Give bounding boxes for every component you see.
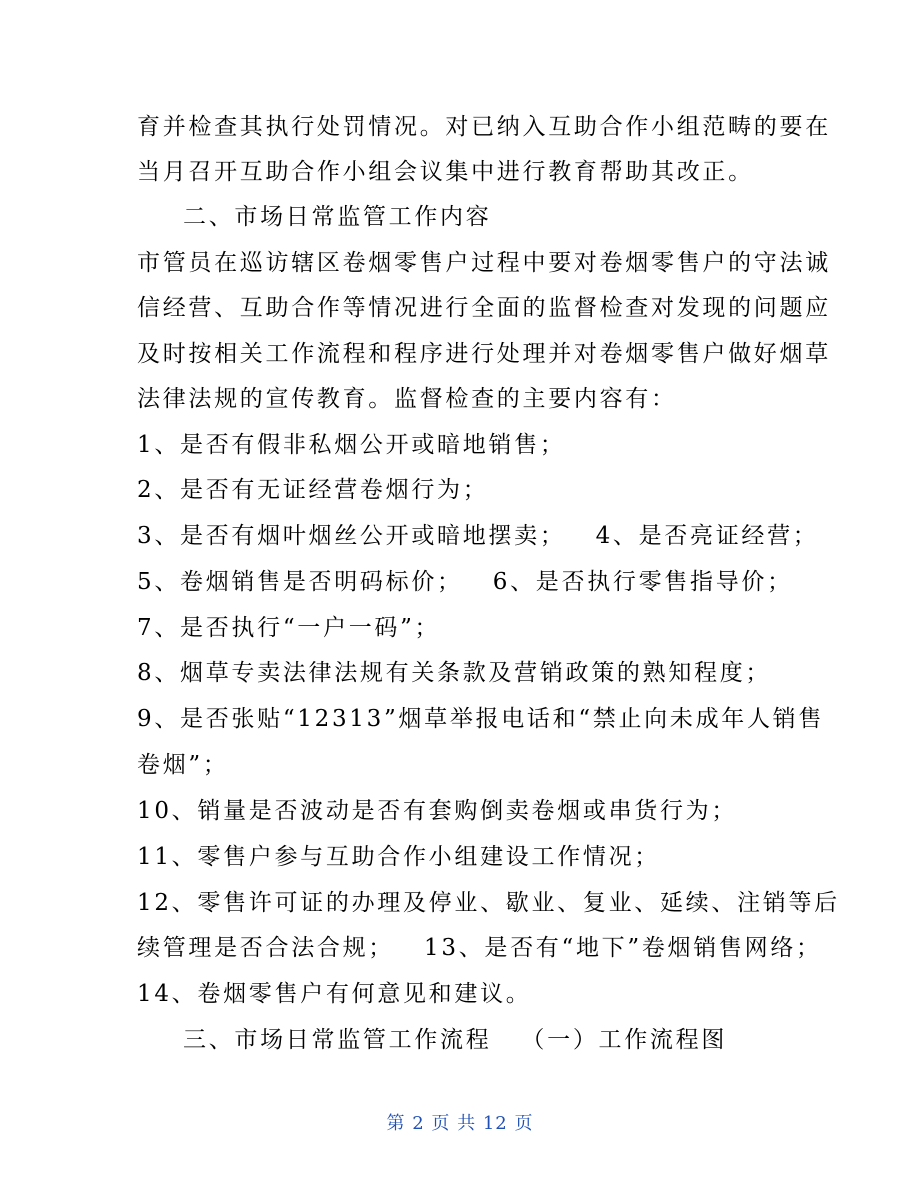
paragraph-line-5: 信经营、互助合作等情况进行全面的监督检查对发现的问题应 <box>137 295 831 321</box>
list-item-9: 9、是否张贴“12313”烟草举报电话和“禁止向未成年人销售 <box>137 706 825 732</box>
list-item-9-continued: 卷烟”； <box>137 752 229 778</box>
list-item-1: 1、是否有假非私烟公开或暗地销售； <box>137 432 566 458</box>
paragraph-line-6: 及时按相关工作流程和程序进行处理并对卷烟零售户做好烟草 <box>137 341 831 367</box>
list-item-8: 8、烟草专卖法律法规有关条款及营销政策的熟知程度； <box>137 660 772 686</box>
section-heading-2: 二、市场日常监管工作内容 <box>183 204 492 230</box>
paragraph-line-4: 市管员在巡访辖区卷烟零售户过程中要对卷烟零售户的守法诚 <box>137 250 831 276</box>
paragraph-line-7: 法律法规的宣传教育。监督检查的主要内容有： <box>137 386 677 412</box>
list-item-3-4: 3、是否有烟叶烟丝公开或暗地摆卖； 4、是否亮证经营； <box>137 523 819 549</box>
paragraph-line-1: 育并检查其执行处罚情况。对已纳入互助合作小组范畴的要在 <box>137 114 831 140</box>
list-item-12: 12、零售许可证的办理及停业、歇业、复业、延续、注销等后 <box>137 890 840 916</box>
list-item-14: 14、卷烟零售户有何意见和建议。 <box>137 981 532 1007</box>
section-heading-3: 三、市场日常监管工作流程 （一）工作流程图 <box>183 1027 728 1053</box>
list-item-7: 7、是否执行“一户一码”； <box>137 615 441 641</box>
paragraph-line-2: 当月召开互助合作小组会议集中进行教育帮助其改正。 <box>137 159 754 185</box>
list-item-5-6: 5、卷烟销售是否明码标价； 6、是否执行零售指导价； <box>137 569 793 595</box>
page-number-footer: 第 2 页 共 12 页 <box>386 1113 534 1134</box>
list-item-12-continued-13: 续管理是否合法合规； 13、是否有“地下”卷烟销售网络； <box>137 935 822 961</box>
list-item-11: 11、零售户参与互助合作小组建设工作情况； <box>137 844 660 870</box>
list-item-2: 2、是否有无证经营卷烟行为； <box>137 477 489 503</box>
list-item-10: 10、销量是否波动是否有套购倒卖卷烟或串货行为； <box>137 798 738 824</box>
